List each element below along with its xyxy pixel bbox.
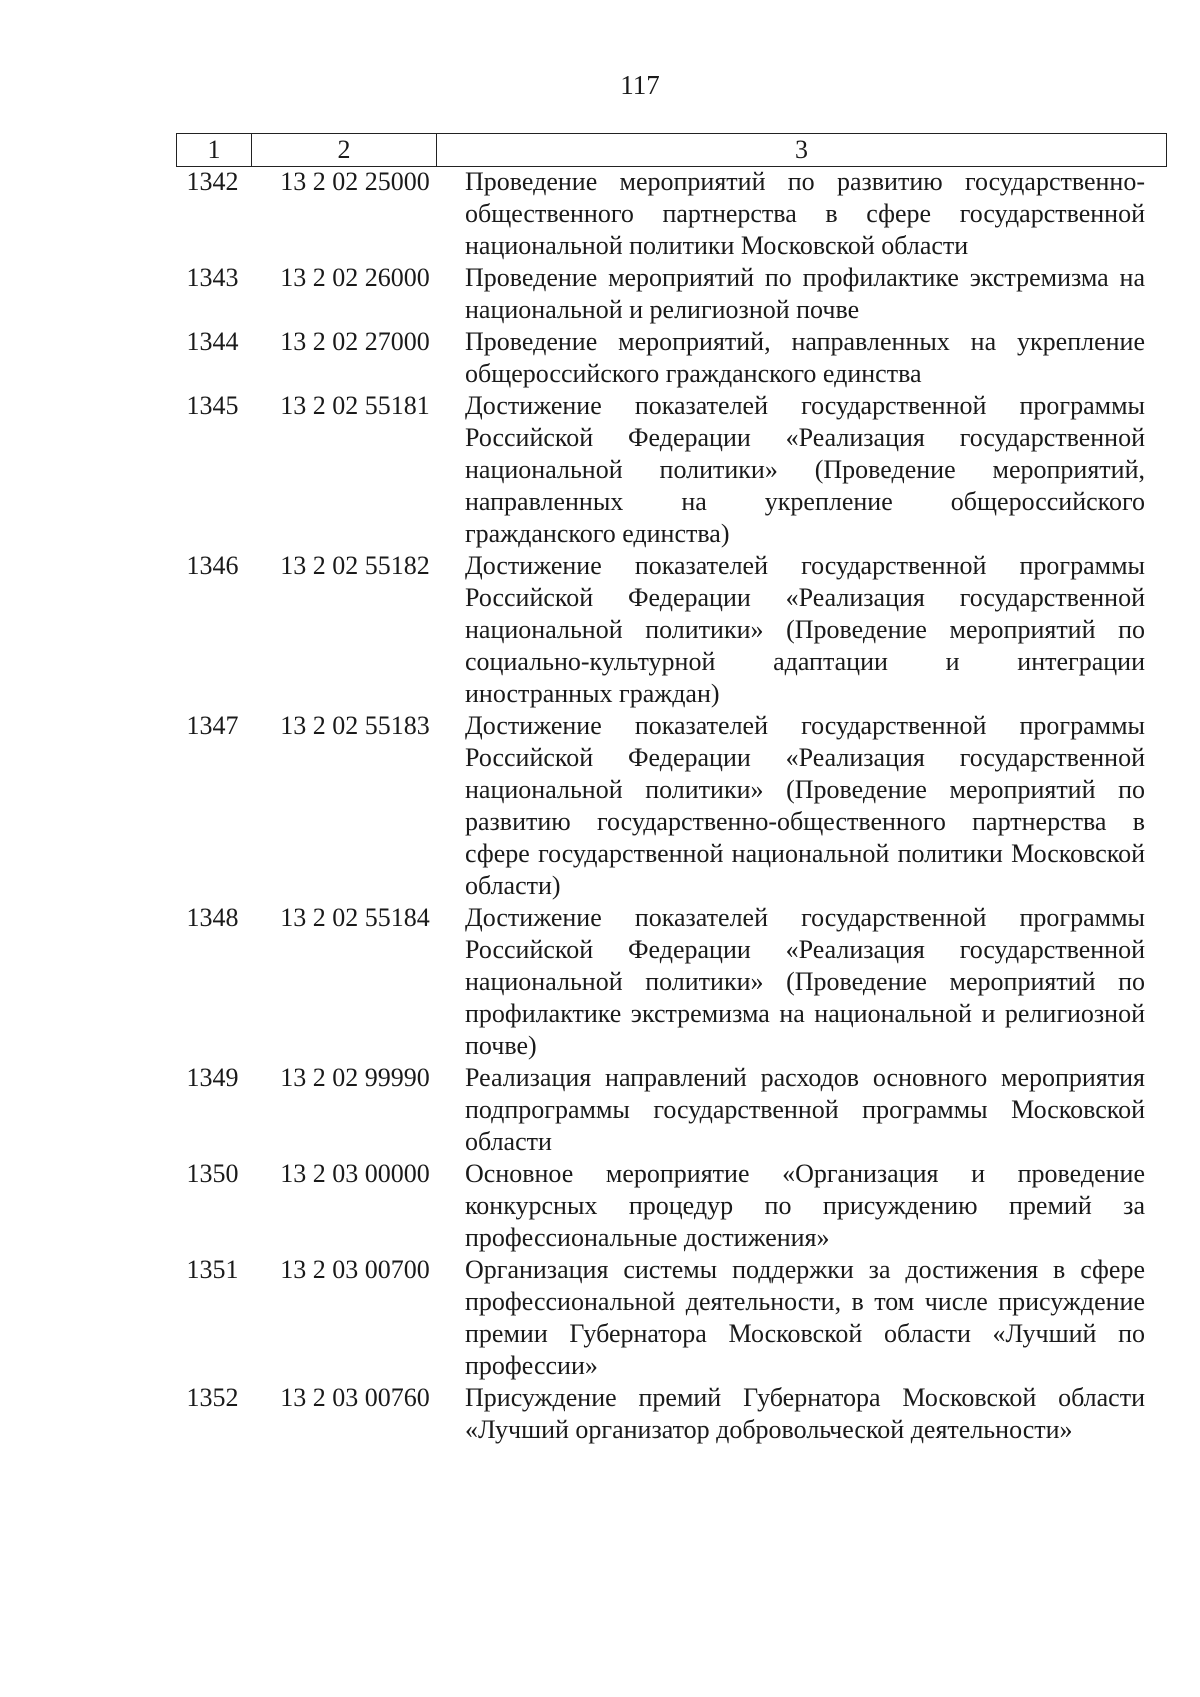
row-description: Реализация направлений расходов основного мероприятия подпрограммы государственной программы Московской области	[465, 1063, 1145, 1156]
row-code: 13 2 02 55181	[280, 391, 430, 420]
row-number: 1348	[186, 903, 239, 932]
row-description: Достижение показателей государственной программы Российской Федерации «Реализация государственной национальной политики» (Проведение мероприятий по развитию государственно-общественного партнерства в сфере государственной национальной политики Московской области)	[465, 711, 1145, 900]
row-description: Присуждение премий Губернатора Московской области «Лучший организатор добровольческой деятельности»	[465, 1383, 1145, 1444]
row-number: 1347	[186, 711, 239, 740]
row-description: Организация системы поддержки за достижения в сфере профессиональной деятельности, в том числе присуждение премии Губернатора Московской области «Лучший по профессии»	[465, 1255, 1145, 1380]
table-row	[170, 550, 1170, 710]
table-row	[170, 710, 1170, 902]
row-description: Достижение показателей государственной программы Российской Федерации «Реализация государственной национальной политики» (Проведение мероприятий, направленных на укрепление общероссийского гражданского единства)	[465, 391, 1145, 548]
row-code: 13 2 02 99990	[280, 1063, 430, 1092]
column-header-1: 1	[177, 134, 252, 167]
row-code: 13 2 02 25000	[280, 167, 430, 196]
row-number: 1349	[186, 1063, 239, 1092]
row-code: 13 2 02 26000	[280, 263, 430, 292]
row-number: 1343	[186, 263, 239, 292]
table-row	[170, 166, 1170, 262]
table-row	[170, 1254, 1170, 1382]
row-description: Проведение мероприятий по профилактике экстремизма на национальной и религиозной почве	[465, 263, 1145, 324]
column-header-2: 2	[252, 134, 437, 167]
table-row	[170, 1158, 1170, 1254]
page-number: 117	[620, 70, 660, 100]
column-header-3: 3	[437, 134, 1167, 167]
row-number: 1346	[186, 551, 239, 580]
row-description: Достижение показателей государственной программы Российской Федерации «Реализация государственной национальной политики» (Проведение мероприятий по социально-культурной адаптации и интеграции иностранных граждан)	[465, 551, 1145, 708]
row-description: Проведение мероприятий по развитию государственно-общественного партнерства в сфере государственной национальной политики Московской области	[465, 167, 1145, 260]
table-body	[170, 166, 1170, 1446]
row-number: 1352	[186, 1383, 239, 1412]
table-row	[170, 902, 1170, 1062]
table-row	[170, 262, 1170, 326]
column-header-row	[177, 134, 1167, 167]
table-row	[170, 1062, 1170, 1158]
row-code: 13 2 02 55182	[280, 551, 430, 580]
row-number: 1345	[186, 391, 239, 420]
row-description: Достижение показателей государственной программы Российской Федерации «Реализация государственной национальной политики» (Проведение мероприятий по профилактике экстремизма на национальной и религиозной почве)	[465, 903, 1145, 1060]
row-code: 13 2 03 00000	[280, 1159, 430, 1188]
row-description: Проведение мероприятий, направленных на укрепление общероссийского гражданского единства	[465, 327, 1145, 388]
table-row	[170, 1382, 1170, 1446]
row-number: 1342	[186, 167, 239, 196]
table-row	[170, 390, 1170, 550]
row-number: 1351	[186, 1255, 239, 1284]
row-code: 13 2 03 00700	[280, 1255, 430, 1284]
row-code: 13 2 03 00760	[280, 1383, 430, 1412]
table-row	[170, 326, 1170, 390]
row-number: 1344	[186, 327, 239, 356]
row-number: 1350	[186, 1159, 239, 1188]
column-header-table	[176, 133, 1167, 167]
row-code: 13 2 02 55183	[280, 711, 430, 740]
row-code: 13 2 02 55184	[280, 903, 430, 932]
row-code: 13 2 02 27000	[280, 327, 430, 356]
row-description: Основное мероприятие «Организация и проведение конкурсных процедур по присуждению премий за профессиональные достижения»	[465, 1159, 1145, 1252]
